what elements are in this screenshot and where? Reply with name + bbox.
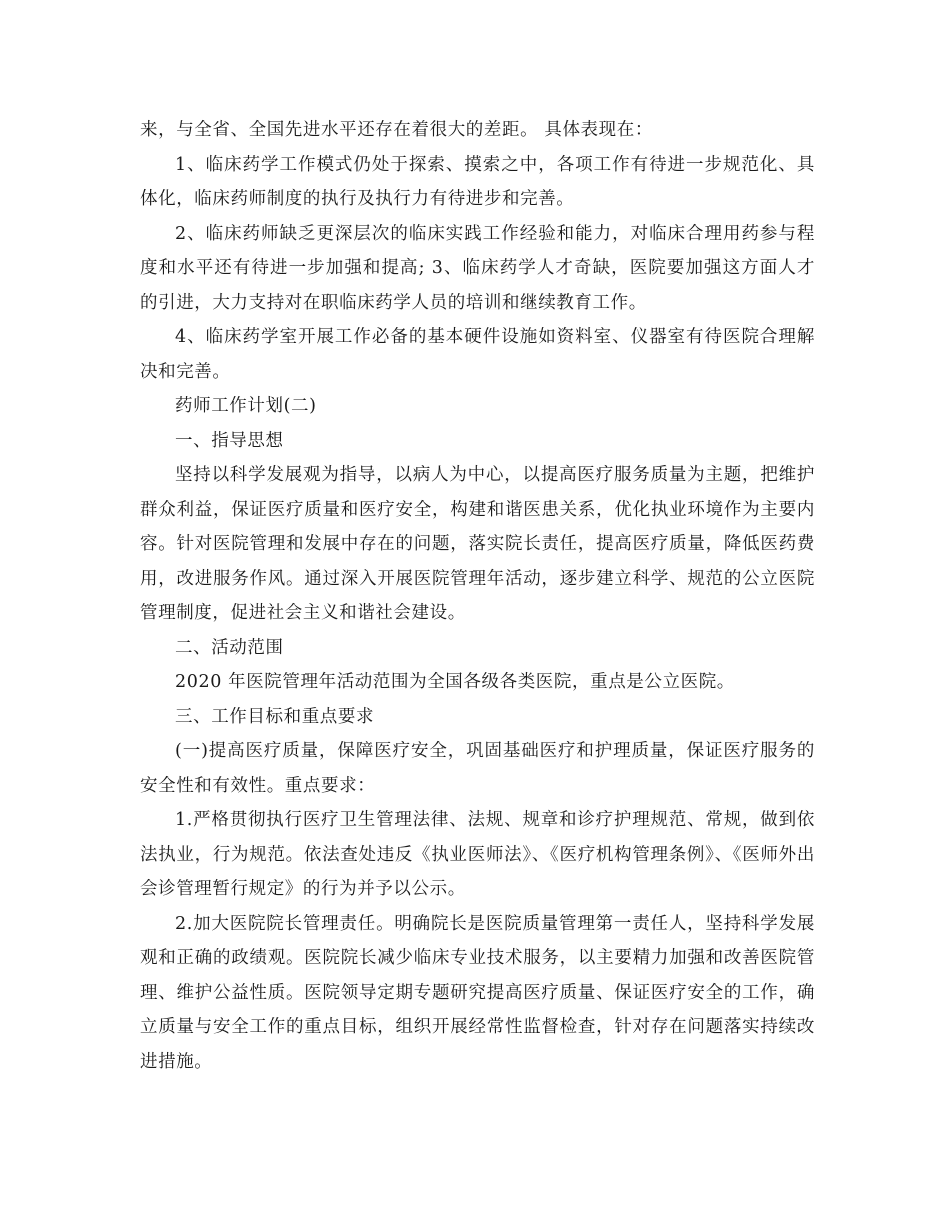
paragraph-intro-continuation: 来，与全省、全国先进水平还存在着很大的差距。 具体表现在：	[140, 120, 653, 140]
paragraph-guiding-ideology: 坚持以科学发展观为指导，以病人为中心，以提高医疗服务质量为主题，把维护群众利益，保证医疗质量和医疗安全，构建和谐医患关系，优化执业环境作为主要内容。针对医院管理和发展中存在的问题，落实院长责任，提高医疗质量，降低医药费用，改进服务作风。通过深入开展医院管理年活动，逐步建立科学、规范的公立医院管理制度，促进社会主义和谐社会建设。	[140, 465, 815, 623]
document-body	[140, 113, 815, 1079]
heading-goals: 三、工作目标和重点要求	[175, 706, 375, 727]
paragraph-item-2-3: 2、临床药师缺乏更深层次的临床实践工作经验和能力，对临床合理用药参与程度和水平还有待进一步加强和提高; 3、临床药学人才奇缺，医院要加强这方面人才的引进，大力支持对在职临床药学人员的培训和继续教育工作。	[140, 223, 815, 313]
paragraph-activity-scope: 2020 年医院管理年活动范围为全国各级各类医院，重点是公立医院。	[175, 672, 735, 692]
section-title: 药师工作计划(二)	[175, 396, 317, 416]
heading-guiding-ideology: 一、指导思想	[175, 430, 284, 451]
paragraph-item-4: 4、临床药学室开展工作必备的基本硬件设施如资料室、仪器室有待医院合理解决和完善。	[140, 327, 815, 382]
paragraph-goal-1: (一)提高医疗质量，保障医疗安全，巩固基础医疗和护理质量，保证医疗服务的安全性和有效性。重点要求：	[140, 741, 815, 796]
paragraph-requirement-2: 2.加大医院院长管理责任。明确院长是医院质量管理第一责任人，坚持科学发展观和正确的政绩观。医院院长减少临床专业技术服务，以主要精力加强和改善医院管理、维护公益性质。医院领导定期专题研究提高医疗质量、保证医疗安全的工作，确立质量与安全工作的重点目标，组织开展经常性监督检查，针对存在问题落实持续改进措施。	[140, 913, 815, 1072]
paragraph-item-1: 1、临床药学工作模式仍处于探索、摸索之中，各项工作有待进一步规范化、具体化，临床药师制度的执行及执行力有待进步和完善。	[140, 154, 815, 209]
paragraph-requirement-1: 1.严格贯彻执行医疗卫生管理法律、法规、规章和诊疗护理规范、常规，做到依法执业，行为规范。依法查处违反《执业医师法》、《医疗机构管理条例》、《医师外出会诊管理暂行规定》的行为并予以公示。	[140, 810, 815, 899]
heading-activity-scope: 二、活动范围	[175, 637, 284, 658]
